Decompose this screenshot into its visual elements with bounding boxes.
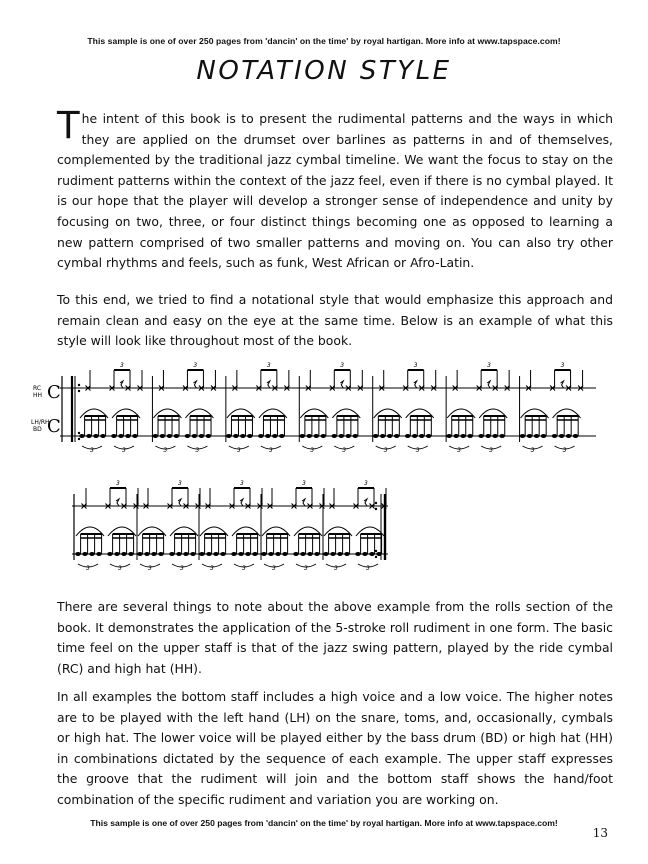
- tuplet-number: 3: [240, 480, 244, 487]
- tuplet-number: 3: [413, 362, 418, 369]
- snare-notehead: [344, 552, 350, 556]
- snare-notehead: [337, 552, 343, 556]
- eighth-rest: [487, 381, 490, 388]
- notation-intro-paragraph: To this end, we tried to find a notational style that would emphasize this approach and remain clean and easy on the eye at the same time. Below is an example of what this style will look like throughout most of the book.: [57, 292, 613, 349]
- tuplet-number: 3: [342, 447, 347, 454]
- tuplet-number: 3: [334, 565, 338, 572]
- eighth-rest: [340, 381, 343, 388]
- snare-notehead: [114, 552, 120, 556]
- tuplet-number: 3: [120, 362, 124, 369]
- snare-notehead: [93, 434, 99, 438]
- snare-notehead: [279, 434, 285, 438]
- snare-notehead: [355, 552, 361, 556]
- snare-notehead: [245, 552, 251, 556]
- snare-notehead: [121, 552, 127, 556]
- time-signature-lower: C: [47, 416, 61, 437]
- tuplet-number: 3: [364, 480, 368, 487]
- snare-notehead: [552, 434, 558, 438]
- tuplet-number: 3: [562, 447, 567, 454]
- snare-notehead: [541, 434, 547, 438]
- snare-notehead: [265, 434, 271, 438]
- tuplet-number: 3: [193, 362, 198, 369]
- repeat-dot: [78, 438, 80, 440]
- tuplet-number: 3: [489, 447, 493, 454]
- snare-notehead: [307, 552, 313, 556]
- tuplet-number: 3: [210, 565, 214, 572]
- snare-notehead: [226, 434, 232, 438]
- snare-notehead: [190, 552, 196, 556]
- eighth-rest: [178, 499, 181, 506]
- snare-notehead: [460, 434, 466, 438]
- snare-notehead: [169, 552, 175, 556]
- upper-staff-label-1: RC: [33, 385, 42, 392]
- eighth-rest: [267, 381, 270, 388]
- tuplet-number: 3: [457, 447, 461, 454]
- snare-notehead: [128, 552, 134, 556]
- tuplet-number: 3: [90, 447, 94, 454]
- page-title: NOTATION STYLE: [196, 56, 452, 86]
- snare-notehead: [446, 434, 452, 438]
- tuplet-number: 3: [163, 447, 168, 454]
- snare-notehead: [185, 434, 191, 438]
- snare-notehead: [206, 552, 212, 556]
- snare-notehead: [199, 552, 205, 556]
- tuplet-number: 3: [178, 480, 182, 487]
- tuplet-number: 3: [266, 362, 271, 369]
- snare-notehead: [362, 552, 368, 556]
- snare-notehead: [111, 434, 117, 438]
- snare-notehead: [369, 552, 375, 556]
- snare-notehead: [559, 434, 565, 438]
- snare-notehead: [233, 434, 239, 438]
- repeat-dot: [375, 502, 377, 504]
- snare-notehead: [478, 434, 484, 438]
- snare-notehead: [380, 434, 386, 438]
- snare-notehead: [352, 434, 358, 438]
- snare-notehead: [160, 434, 166, 438]
- snare-notehead: [492, 434, 498, 438]
- snare-notehead: [153, 434, 159, 438]
- snare-notehead: [272, 434, 278, 438]
- eighth-rest: [240, 499, 243, 506]
- snare-notehead: [213, 552, 219, 556]
- snare-notehead: [293, 552, 299, 556]
- tuplet-number: 3: [116, 480, 120, 487]
- snare-notehead: [387, 434, 393, 438]
- tuplet-number: 3: [530, 447, 535, 454]
- eighth-rest: [414, 381, 417, 388]
- snare-notehead: [499, 434, 505, 438]
- eighth-rest: [302, 499, 305, 506]
- eighth-rest: [364, 499, 367, 506]
- snare-notehead: [240, 434, 246, 438]
- snare-notehead: [534, 434, 540, 438]
- tuplet-number: 3: [268, 447, 273, 454]
- notation-system-1: [0, 352, 648, 472]
- repeat-dot: [375, 550, 377, 552]
- tuplet-number: 3: [302, 480, 306, 487]
- snare-notehead: [151, 552, 157, 556]
- tuplet-number: 3: [272, 565, 276, 572]
- snare-notehead: [520, 434, 526, 438]
- snare-notehead: [158, 552, 164, 556]
- snare-notehead: [331, 434, 337, 438]
- intro-paragraph: [57, 104, 613, 274]
- eighth-rest: [120, 381, 123, 388]
- bottom-staff-paragraph: In all examples the bottom staff includes a high voice and a low voice. The higher notes are to be played with the left hand (LH) on the snare, toms, and, occasionally, cymbals or high hat. The lower voice will be played either by the bass drum (BD) or high hat (HH) in combinations dictated by the sequence of each example. The upper staff expresses the groove that the rudiment will join and the bottom staff shows the hand/foot combination of the specific rudiment and variation you are working on.: [57, 689, 613, 807]
- snare-notehead: [306, 434, 312, 438]
- snare-notehead: [174, 434, 180, 438]
- snare-notehead: [426, 434, 432, 438]
- snare-notehead: [268, 552, 274, 556]
- snare-notehead: [573, 434, 579, 438]
- snare-notehead: [100, 434, 106, 438]
- snare-notehead: [220, 552, 226, 556]
- snare-notehead: [345, 434, 351, 438]
- tuplet-number: 3: [310, 447, 315, 454]
- snare-notehead: [96, 552, 102, 556]
- system-2-measures: [72, 480, 388, 572]
- tuplet-number: 3: [304, 565, 308, 572]
- tuplet-number: 3: [415, 447, 420, 454]
- tuplet-number: 3: [118, 565, 122, 572]
- tuplet-number: 3: [560, 362, 565, 369]
- snare-notehead: [79, 434, 85, 438]
- snare-notehead: [167, 434, 173, 438]
- example-notes-paragraph: There are several things to note about the above example from the rolls section of the book. It demonstrates the application of the 5-stroke roll rudiment in one form. The basic time feel on the upper staff is that of the jazz swing pattern, played by the ride cymbal (RC) and high hat (HH).: [57, 599, 613, 676]
- snare-notehead: [231, 552, 237, 556]
- snare-notehead: [373, 434, 379, 438]
- time-signature-upper: C: [47, 382, 61, 403]
- tuplet-number: 3: [180, 565, 184, 572]
- tuplet-number: 3: [366, 565, 370, 572]
- snare-notehead: [467, 434, 473, 438]
- snare-notehead: [275, 552, 281, 556]
- snare-notehead: [419, 434, 425, 438]
- repeat-dot: [375, 556, 377, 558]
- snare-notehead: [314, 552, 320, 556]
- snare-notehead: [137, 552, 143, 556]
- sample-header: This sample is one of over 250 pages from 'dancin' on the time' by royal hartigan. More info at www.tapspace.com!: [87, 36, 561, 46]
- snare-notehead: [118, 434, 124, 438]
- snare-notehead: [86, 434, 92, 438]
- tuplet-number: 3: [148, 565, 152, 572]
- tuplet-number: 3: [122, 447, 126, 454]
- tuplet-number: 3: [383, 447, 388, 454]
- snare-notehead: [453, 434, 459, 438]
- snare-notehead: [313, 434, 319, 438]
- snare-notehead: [206, 434, 212, 438]
- repeat-dot: [78, 384, 80, 386]
- snare-notehead: [338, 434, 344, 438]
- snare-notehead: [247, 434, 253, 438]
- snare-notehead: [299, 434, 305, 438]
- snare-notehead: [394, 434, 400, 438]
- snare-notehead: [261, 552, 267, 556]
- snare-notehead: [89, 552, 95, 556]
- lower-staff-label-1: LH/RH: [31, 419, 50, 426]
- snare-notehead: [132, 434, 138, 438]
- snare-notehead: [282, 552, 288, 556]
- repeat-dot: [78, 390, 80, 392]
- snare-notehead: [258, 434, 264, 438]
- snare-notehead: [144, 552, 150, 556]
- snare-notehead: [252, 552, 258, 556]
- snare-notehead: [199, 434, 205, 438]
- tuplet-number: 3: [242, 565, 246, 572]
- eighth-rest: [193, 381, 196, 388]
- tuplet-number: 3: [340, 362, 345, 369]
- repeat-dot: [375, 508, 377, 510]
- snare-notehead: [107, 552, 113, 556]
- snare-notehead: [176, 552, 182, 556]
- snare-notehead: [125, 434, 131, 438]
- snare-notehead: [485, 434, 491, 438]
- snare-notehead: [566, 434, 572, 438]
- snare-notehead: [323, 552, 329, 556]
- snare-notehead: [320, 434, 326, 438]
- tuplet-number: 3: [236, 447, 241, 454]
- snare-notehead: [192, 434, 198, 438]
- tuplet-number: 3: [487, 362, 491, 369]
- notation-system-2: [0, 470, 648, 580]
- tuplet-number: 3: [86, 565, 90, 572]
- upper-staff-label-2: HH: [33, 392, 43, 399]
- snare-notehead: [82, 552, 88, 556]
- snare-notehead: [183, 552, 189, 556]
- lower-staff-label-2: BD: [33, 426, 42, 433]
- snare-notehead: [527, 434, 533, 438]
- snare-notehead: [75, 552, 81, 556]
- page-number: 13: [592, 826, 608, 840]
- tuplet-number: 3: [195, 447, 200, 454]
- repeat-dot: [78, 432, 80, 434]
- snare-notehead: [238, 552, 244, 556]
- snare-notehead: [330, 552, 336, 556]
- sample-footer: This sample is one of over 250 pages from 'dancin' on the time' by royal hartigan. More info at www.tapspace.com!: [90, 818, 558, 828]
- snare-notehead: [300, 552, 306, 556]
- eighth-rest: [561, 381, 564, 388]
- eighth-rest: [116, 499, 119, 506]
- system-1-measures: [60, 362, 596, 454]
- drop-cap: T: [57, 104, 80, 147]
- intro-paragraph-text: he intent of this book is to present the rudimental patterns and the ways in which they are applied on the drumset over barlines as patterns in and of themselves, complemented by the traditional jazz cymbal timeline. We want the focus to stay on the rudiment patterns within the context of the jazz feel, even if there is no cymbal played. It is our hope that the player will develop a stronger sense of independence and unity by focusing on two, three, or four distinct things becoming one as opposed to learning a new pattern comprised of two smaller patterns and moving on. You can also try other cymbal rhythms and feels, such as funk, West African or Afro-Latin.: [57, 111, 613, 271]
- snare-notehead: [412, 434, 418, 438]
- snare-notehead: [405, 434, 411, 438]
